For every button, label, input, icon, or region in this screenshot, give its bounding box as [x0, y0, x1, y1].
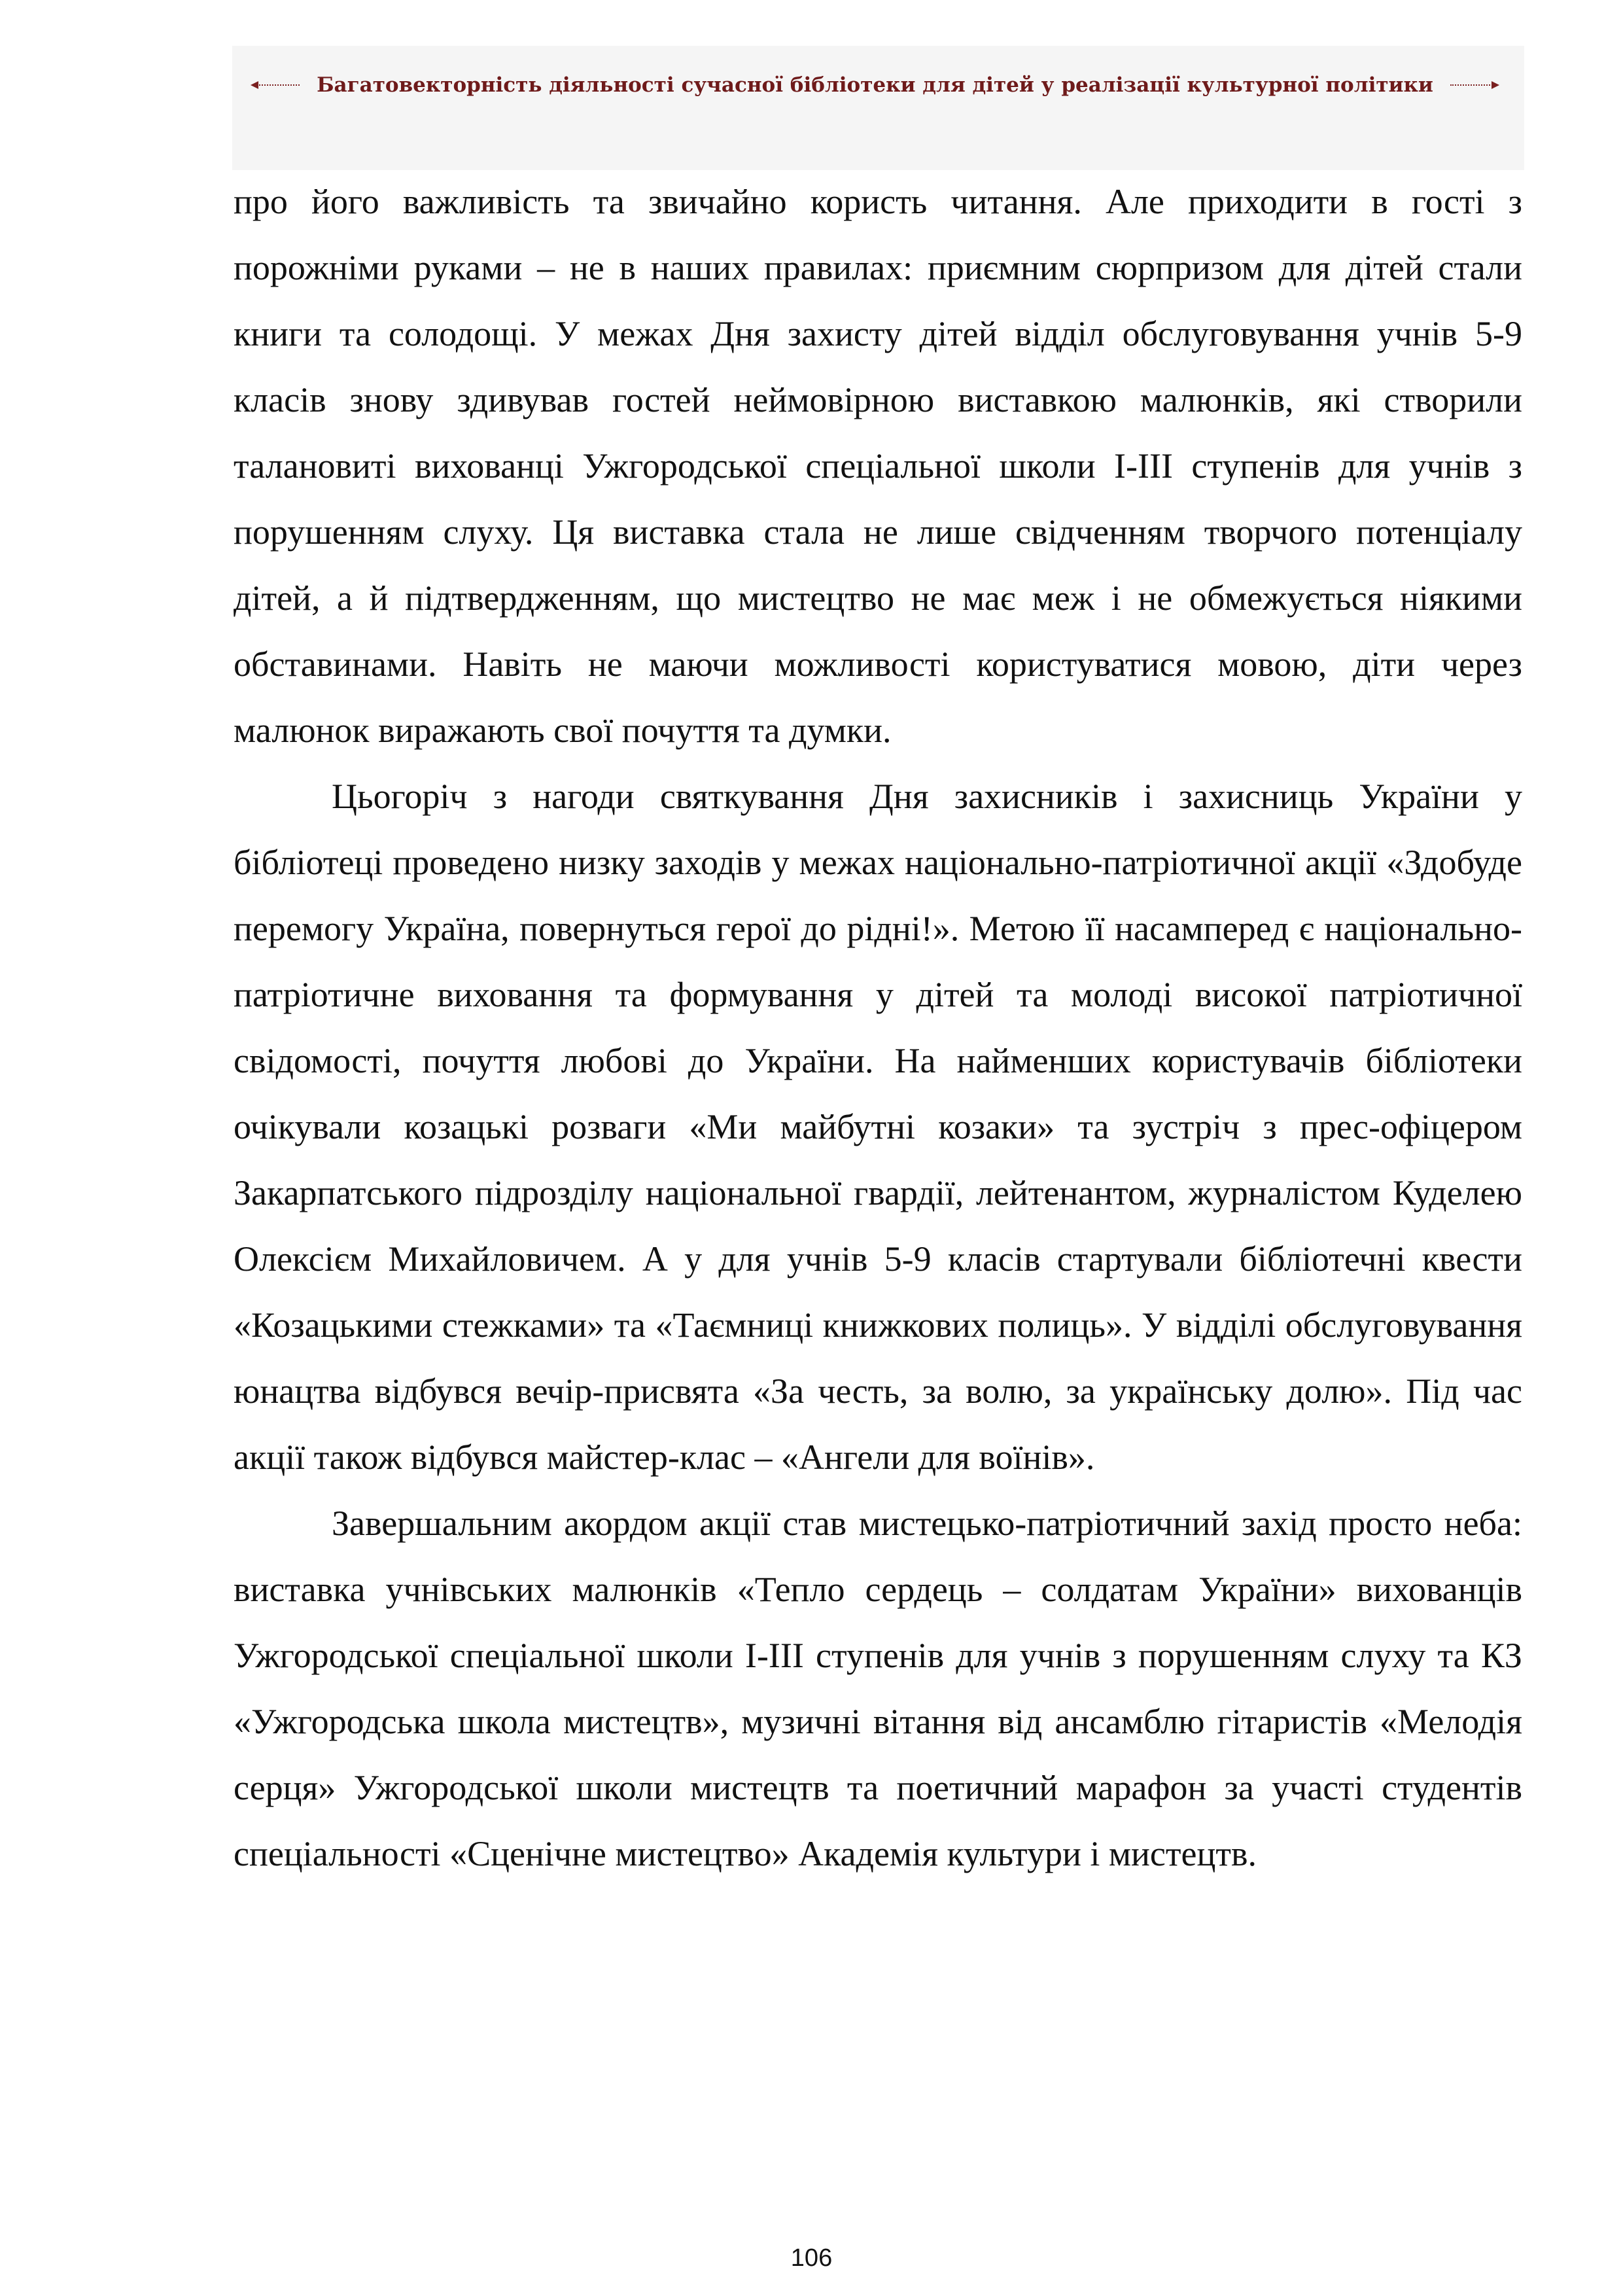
paragraph-final-event: Завершальним акордом акції став мистецько-патріотичний захід просто неба: виставка учнівських малюнків «Тепло сердець – солдатам України» вихованців Ужгородської спеціальної школи І-ІІІ ступенів для учнів з порушенням слуху та КЗ «Ужгородська школа мистецтв», музичні вітання від ансамблю гітаристів «Мелодія серця» Ужгородської школи мистецтв та поетичний марафон за участі студентів спеціальності «Сценічне мистецтво» Академія культури і мистецтв. [234, 1504, 1522, 1873]
page-number: 106 [790, 2244, 833, 2272]
paragraph-defenders-day: Цьогоріч з нагоди святкування Дня захисників і захисниць України у бібліотеці проведено низку заходів у межах національно-патріотичної акції «Здобуде перемогу Україна, повернуться герої до рідні!». Метою її насамперед є національно-патріотичне виховання та формування у дітей та молоді високої патріотичної свідомості, почуття любові до України. На найменших користувачів бібліотеки очікували козацькі розваги «Ми майбутні козаки» та зустріч з прес-офіцером Закарпатського підрозділу національної гвардії, лейтенантом, журналістом Куделею Олексієм Михайловичем. А у для учнів 5-9 класів стартували бібліотечні квести «Козацькими стежками» та «Таємниці книжкових полиць». У відділі обслуговування юнацтва відбувся вечір-присвята «За честь, за волю, за українську долю». Під час акції також відбувся майстер-клас – «Ангели для воїнів». [234, 777, 1522, 1477]
header-band [232, 46, 1524, 170]
running-header-title: Багатовекторність діяльності сучасної бібліотеки для дітей у реалізації культурної політики [317, 73, 1433, 97]
header-left-arrow-line [252, 84, 300, 86]
paragraph-continuation: про його важливість та звичайно користь читання. Але приходити в гості з порожніми руками – не в наших правилах: приємним сюрпризом для дітей стали книги та солодощі. У межах Дня захисту дітей відділ обслуговування учнів 5-9 класів знову здивував гостей неймовірною виставкою малюнків, які створили талановиті вихованці Ужгородської спеціальної школи І-ІІІ ступенів для учнів з порушенням слуху. Ця виставка стала не лише свідченням творчого потенціалу дітей, а й підтвердженням, що мистецтво не має меж і не обмежується ніякими обставинами. Навіть не маючи можливості користуватися мовою, діти через малюнок виражають свої почуття та думки. [234, 182, 1522, 750]
body-text [234, 169, 1522, 1887]
header-right-arrow-line [1450, 84, 1498, 86]
running-header [252, 65, 1498, 105]
